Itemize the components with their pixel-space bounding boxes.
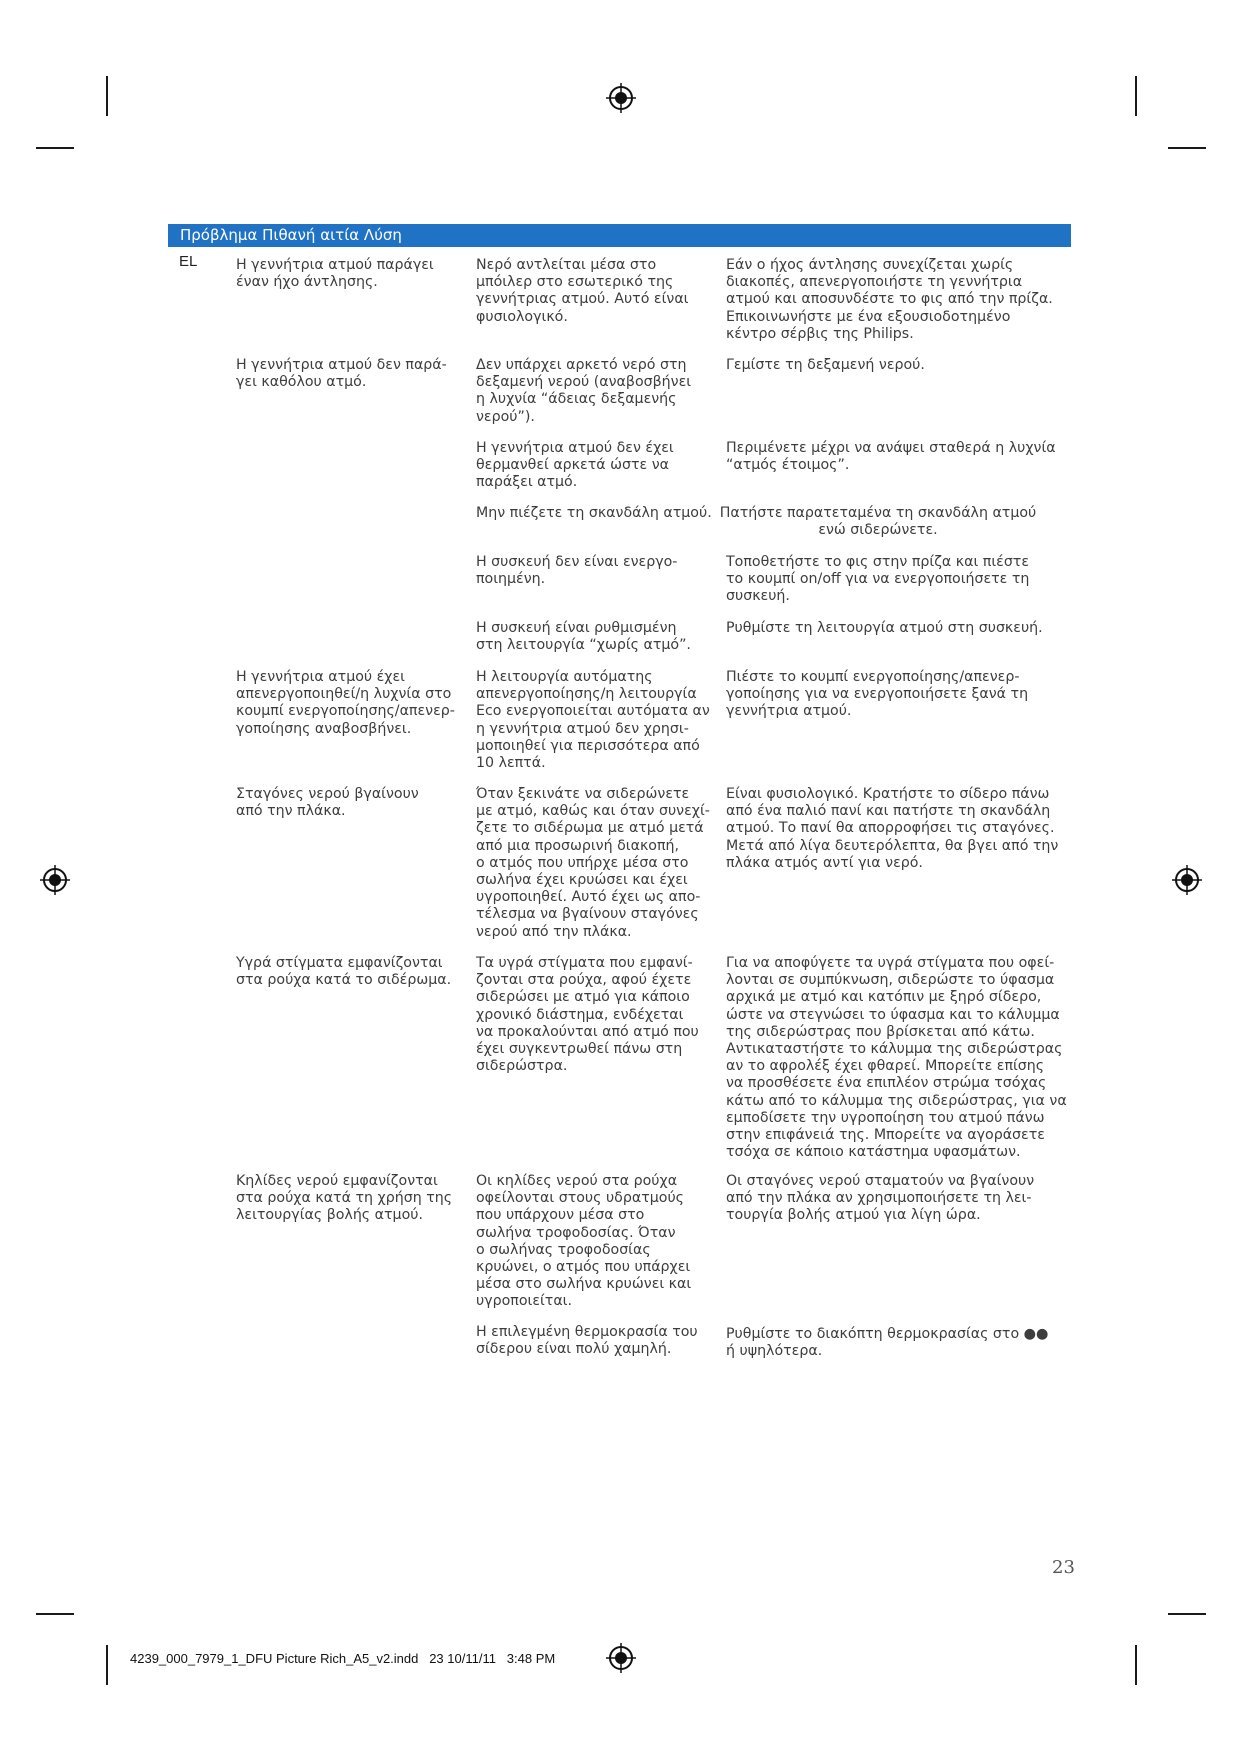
cause-cell: Η λειτουργία αυτόματης απενεργοποίησης/η λειτουργία Eco ενεργοποιείται αυτόματα αν η γεννήτρια ατμού δεν χρησι- μοποιηθεί για περισσότερα από 10 λεπτά. [476, 669, 710, 772]
cause-cell: Η συσκευή δεν είναι ενεργο- ποιημένη. [476, 554, 678, 588]
registration-mark-right-icon [1172, 865, 1202, 895]
solution-cell: Γεμίστε τη δεξαμενή νερού. [726, 357, 925, 373]
solution-cell: Τοποθετήστε το φις στην πρίζα και πιέστε το κουμπί on/off για να ενεργοποιήσετε τη συσκευή. [726, 554, 1030, 605]
trim-mark-top-right-v [1135, 76, 1137, 116]
cause-cell: Όταν ξεκινάτε να σιδερώνετε με ατμό, καθώς και όταν συνεχί- ζετε το σιδέρωμα με ατμό μετά από μια προσωρινή διακοπή, ο ατμός που υπήρχε μέσα στο σωλήνα έχει κρυώσει και έχει υγροποιηθεί. Αυτό έχει ως απο- τέλεσμα να βγαίνουν σταγόνες νερού από την πλάκα. [476, 786, 710, 940]
table-header: Πρόβλημα Πιθανή αιτία Λύση [168, 224, 1071, 247]
solution-cell: Ρυθμίστε τη λειτουργία ατμού στη συσκευή. [726, 620, 1043, 636]
solution-cell: Εάν ο ήχος άντλησης συνεχίζεται χωρίς διακοπές, απενεργοποιήστε τη γεννήτρια ατμού και αποσυνδέστε το φις από την πρίζα. Επικοινωνήστε με ένα εξουσιοδοτημένο κέντρο σέρβις της Philips. [726, 257, 1053, 342]
trim-mark-bottom-left-h [36, 1613, 74, 1615]
registration-mark-bottom-icon [606, 1643, 636, 1673]
problem-cell: Σταγόνες νερού βγαίνουν από την πλάκα. [236, 786, 419, 820]
trim-mark-bottom-right-h [1168, 1613, 1206, 1615]
registration-mark-top-icon [606, 83, 636, 113]
cause-cell: Η συσκευή είναι ρυθμισμένη στη λειτουργία “χωρίς ατμό”. [476, 620, 691, 654]
solution-cell: Πατήστε παρατεταμένα τη σκανδάλη ατμού ενώ σιδερώνετε. [719, 505, 1037, 539]
trim-mark-bottom-right-v [1135, 1645, 1137, 1685]
problem-cell: Η γεννήτρια ατμού δεν παρά- γει καθόλου ατμό. [236, 357, 447, 391]
cause-cell: Νερό αντλείται μέσα στο μπόιλερ στο εσωτερικό της γεννήτριας ατμού. Αυτό είναι φυσιολογικό. [476, 257, 689, 325]
cause-cell: Οι κηλίδες νερού στα ρούχα οφείλονται στους υδρατμούς που υπάρχουν μέσα στο σωλήνα τροφοδοσίας. Όταν ο σωλήνας τροφοδοσίας κρυώνει, ο ατμός που υπάρχει μέσα στο σωλήνα κρυώνει και υγροποιείται. [476, 1173, 692, 1310]
solution-cell: Πιέστε το κουμπί ενεργοποίησης/απενερ- γοποίησης για να ενεργοποιήσετε ξανά τη γεννήτρια ατμού. [726, 669, 1029, 720]
trim-mark-top-left-h [36, 147, 74, 149]
cause-cell: Μην πιέζετε τη σκανδάλη ατμού. [476, 505, 712, 521]
solution-cell: Για να αποφύγετε τα υγρά στίγματα που οφεί- λονται σε συμπύκνωση, σιδερώστε το ύφασμα αρχικά με ατμό και κατόπιν με ξηρό σίδερο, ώστε να στεγνώσει το ύφασμα και το κάλυμμα της σιδερώστρας που βρίσκεται από κάτω. Αντικαταστήστε το κάλυμμα της σιδερώστρας αν το αφρολέξ έχει φθαρεί. Μπορείτε επίσης να προσθέσετε ένα επιπλέον στρώμα τσόχας κάτω από το κάλυμμα της σιδερώστρας, για να εμποδίσετε την υγροποίηση του ατμού πάνω στην επιφάνειά της. Μπορείτε να αγοράσετε τσόχα σε κάποιο κατάστημα υφασμάτων. [726, 955, 1067, 1161]
problem-cell: Η γεννήτρια ατμού παράγει έναν ήχο άντλησης. [236, 257, 434, 291]
trim-mark-top-left-v [106, 76, 108, 116]
cause-cell: Η επιλεγμένη θερμοκρασία του σίδερου είναι πολύ χαμηλή. [476, 1324, 698, 1358]
trim-mark-top-right-h [1168, 147, 1206, 149]
solution-cell: Ρυθμίστε το διακόπτη θερμοκρασίας στο ●● ή υψηλότερα. [726, 1326, 1049, 1360]
problem-cell: Κηλίδες νερού εμφανίζονται στα ρούχα κατά τη χρήση της λειτουργίας βολής ατμού. [236, 1173, 453, 1224]
solution-cell: Οι σταγόνες νερού σταματούν να βγαίνουν από την πλάκα αν χρησιμοποιήσετε τη λει- τουργία βολής ατμού για λίγη ώρα. [726, 1173, 1035, 1224]
solution-cell: Είναι φυσιολογικό. Κρατήστε το σίδερο πάνω από ένα παλιό πανί και πατήστε τη σκανδάλη ατμού. Το πανί θα απορροφήσει τις σταγόνες. Μετά από λίγα δευτερόλεπτα, θα βγει από την πλάκα ατμός αντί για νερό. [726, 786, 1059, 871]
problem-cell: Η γεννήτρια ατμού έχει απενεργοποιηθεί/η λυχνία στο κουμπί ενεργοποίησης/απενερ- γοποίησης αναβοσβήνει. [236, 669, 455, 737]
language-tag: EL [179, 253, 198, 270]
registration-mark-left-icon [40, 865, 70, 895]
trim-mark-bottom-left-v [106, 1645, 108, 1685]
problem-cell: Υγρά στίγματα εμφανίζονται στα ρούχα κατά το σιδέρωμα. [236, 955, 452, 989]
solution-cell: Περιμένετε μέχρι να ανάψει σταθερά η λυχνία “ατμός έτοιμος”. [726, 440, 1056, 474]
page-number: 23 [1052, 1557, 1075, 1578]
cause-cell: Η γεννήτρια ατμού δεν έχει θερμανθεί αρκετά ώστε να παράξει ατμό. [476, 440, 674, 491]
cause-cell: Δεν υπάρχει αρκετό νερό στη δεξαμενή νερού (αναβοσβήνει η λυχνία “άδειας δεξαμενής νερού”). [476, 357, 692, 425]
print-slug: 4239_000_7979_1_DFU Picture Rich_A5_v2.indd 23 10/11/11 3:48 PM [130, 1651, 556, 1666]
cause-cell: Τα υγρά στίγματα που εμφανί- ζονται στα ρούχα, αφού έχετε σιδερώσει με ατμό για κάποιο χρονικό διάστημα, ενδέχεται να προκαλούνται από ατμό που έχει συγκεντρωθεί πάνω στη σιδερώστρα. [476, 955, 699, 1075]
